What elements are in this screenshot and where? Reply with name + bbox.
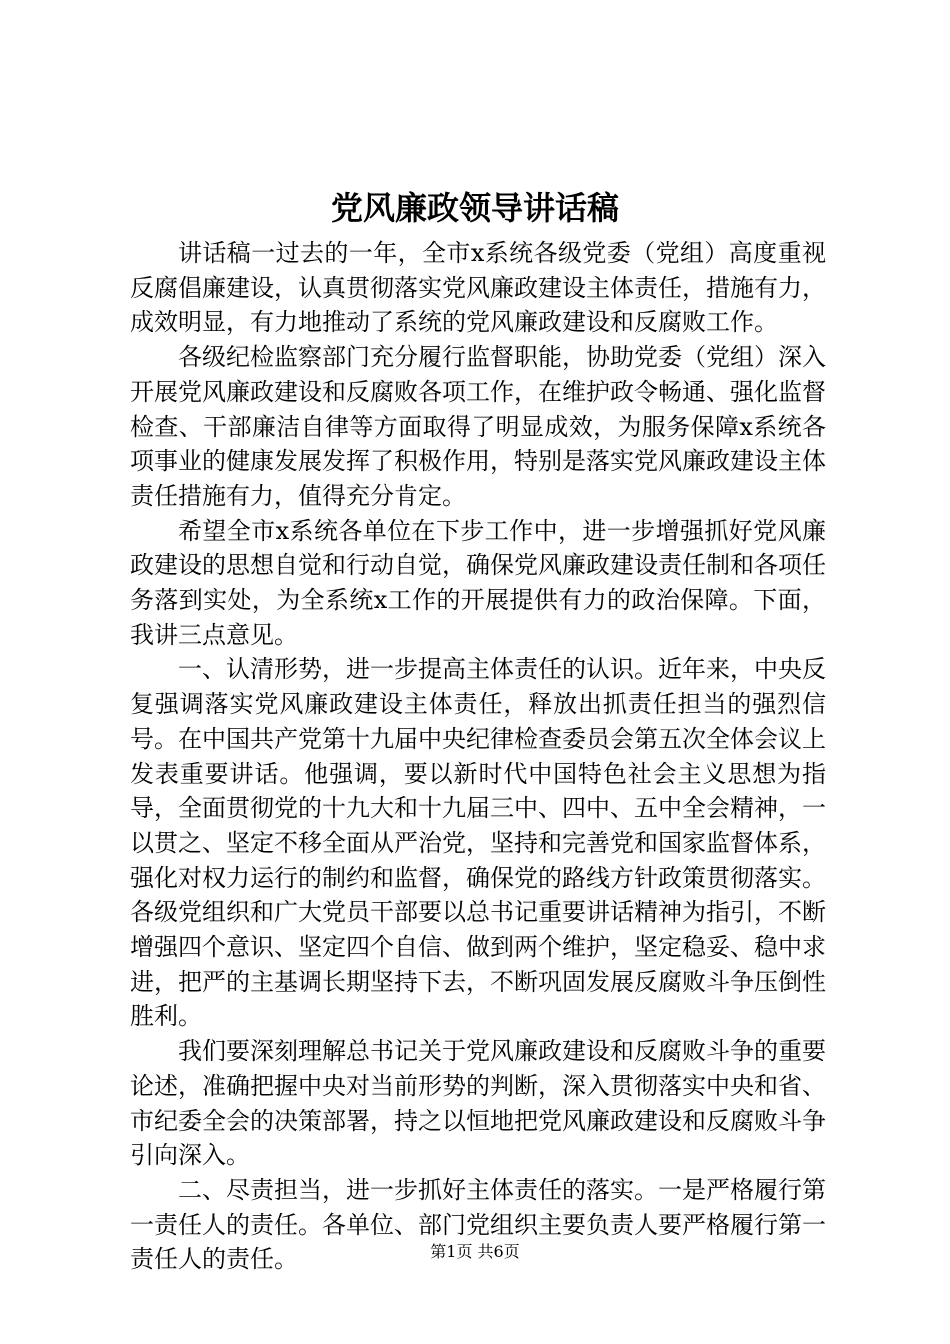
paragraph-5: 我们要深刻理解总书记关于党风廉政建设和反腐败斗争的重要论述，准确把握中央对当前形势的判断，深入贯彻落实中央和省、市纪委全会的决策部署，持之以恒地把党风廉政建设和反腐败斗争引向深入。	[130, 1037, 826, 1170]
document-body	[130, 236, 826, 1277]
paragraph-4: 一、认清形势，进一步提高主体责任的认识。近年来，中央反复强调落实党风廉政建设主体责任，释放出抓责任担当的强烈信号。在中国共产党第十九届中央纪律检查委员会第五次全体会议上发表重要讲话。他强调，要以新时代中国特色社会主义思想为指导，全面贯彻党的十九大和十九届三中、四中、五中全会精神，一以贯之、坚定不移全面从严治党，坚持和完善党和国家监督体系，强化对权力运行的制约和监督，确保党的路线方针政策贯彻落实。各级党组织和广大党员干部要以总书记重要讲话精神为指引，不断增强四个意识、坚定四个自信、做到两个维护，坚定稳妥、稳中求进，把严的主基调长期坚持下去，不断巩固发展反腐败斗争压倒性胜利。	[130, 655, 826, 1031]
page-footer: 第1页 共6页	[430, 1242, 520, 1261]
paragraph-3: 希望全市x系统各单位在下步工作中，进一步增强抓好党风廉政建设的思想自觉和行动自觉，确保党风廉政建设责任制和各项任务落到实处，为全系统x工作的开展提供有力的政治保障。下面，我讲三点意见。	[130, 516, 826, 649]
paragraph-2: 各级纪检监察部门充分履行监督职能，协助党委（党组）深入开展党风廉政建设和反腐败各项工作，在维护政令畅通、强化监督检查、干部廉洁自律等方面取得了明显成效，为服务保障x系统各项事业的健康发展发挥了积极作用，特别是落实党风廉政建设主体责任措施有力，值得充分肯定。	[130, 343, 826, 510]
paragraph-1: 讲话稿一过去的一年，全市x系统各级党委（党组）高度重视反腐倡廉建设，认真贯彻落实党风廉政建设主体责任，措施有力，成效明显，有力地推动了系统的党风廉政建设和反腐败工作。	[130, 239, 826, 337]
paragraph-6: 二、尽责担当，进一步抓好主体责任的落实。一是严格履行第一责任人的责任。各单位、部门党组织主要负责人要严格履行第一责任人的责任。	[130, 1175, 826, 1274]
document-title: 党风廉政领导讲话稿	[330, 189, 619, 227]
